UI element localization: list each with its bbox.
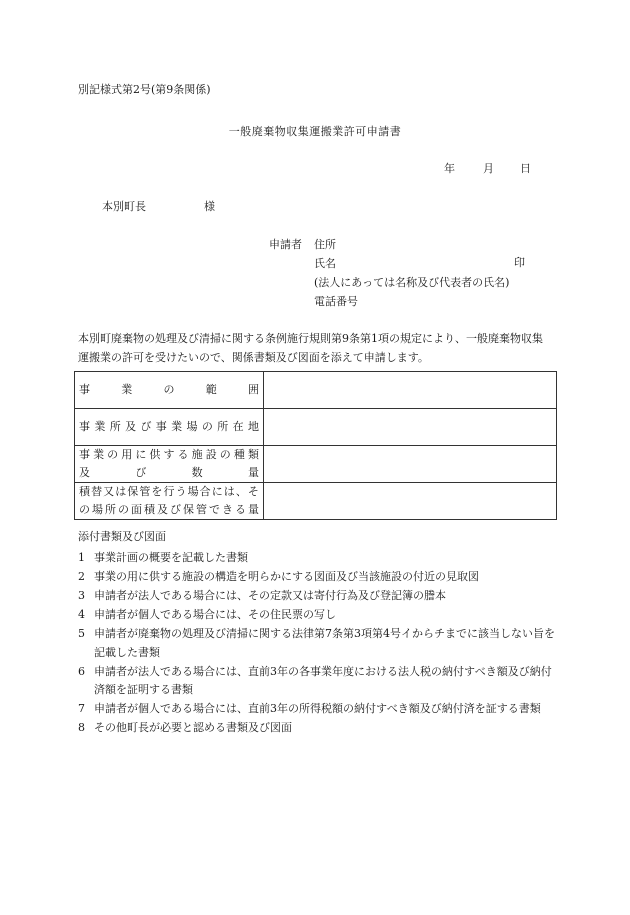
attachment-item: [78, 625, 556, 662]
addressee: [102, 200, 215, 213]
attachment-number: 2: [78, 570, 85, 583]
date-year-label: 年: [444, 162, 455, 175]
form-number: 別記様式第2号(第9条関係): [78, 83, 211, 96]
attachment-number: 5: [78, 627, 85, 640]
applicant-phone-label: 電話番号: [314, 295, 358, 308]
applicant-block: [314, 238, 509, 314]
applicant-label: 申請者: [269, 238, 302, 251]
attachment-item: [78, 549, 556, 568]
attachment-text: 申請者が個人である場合には、その住民票の写し: [94, 608, 336, 621]
attachment-number: 8: [78, 721, 85, 734]
attachment-item: [78, 663, 556, 700]
attachment-text: その他町長が必要と認める書類及び図面: [94, 721, 292, 734]
application-table: [74, 371, 557, 520]
attachment-number: 4: [78, 608, 85, 621]
document-title: 一般廃棄物収集運搬業許可申請書: [228, 125, 402, 138]
table-row-value[interactable]: [264, 446, 557, 483]
seal-mark: 印: [514, 256, 525, 269]
attachment-text: 申請者が法人である場合には、その定款又は寄付行為及び登記簿の謄本: [94, 589, 446, 602]
row-label-line: 事 業 の 用 に 供 す る 施 設 の 種 類: [79, 448, 259, 461]
table-row: [75, 409, 557, 446]
table-row-label: [75, 372, 264, 409]
date-line: [444, 162, 531, 175]
table-row: [75, 446, 557, 483]
attachment-item: [78, 568, 556, 587]
applicant-address-label: 住所: [314, 238, 336, 251]
attachment-number: 7: [78, 702, 85, 715]
table-row: [75, 483, 557, 520]
table-row-label: [75, 483, 264, 520]
table-row-label: [75, 446, 264, 483]
table-row-label: [75, 409, 264, 446]
table-row-value[interactable]: [264, 483, 557, 520]
attachment-number: 3: [78, 589, 85, 602]
attachment-number: 6: [78, 664, 85, 678]
row-label-line: 事 業 所 及 び 事 業 場 の 所 在 地: [79, 420, 259, 433]
row-label-line: の 場 所 の 面 積 及 び 保 管 で き る 量: [79, 503, 259, 516]
attachment-item: [78, 606, 556, 625]
attachments-heading: 添付書類及び図面: [78, 530, 166, 543]
table-row-value[interactable]: [264, 409, 557, 446]
date-month-label: 月: [483, 162, 494, 175]
attachment-text: 申請者が個人である場合には、直前3年の所得税額の納付すべき額及び納付済を証する書類: [94, 702, 541, 715]
attachments-list: [78, 549, 556, 738]
table-row-value[interactable]: [264, 372, 557, 409]
table-row: [75, 372, 557, 409]
attachment-text: 申請者が法人である場合には、直前3年の各事業年度における法人税の納付すべき額及び納付済額を証明する書類: [94, 664, 552, 696]
attachment-number: 1: [78, 551, 85, 564]
attachment-text: 事業計画の概要を記載した書類: [94, 551, 248, 564]
attachment-item: [78, 587, 556, 606]
date-day-label: 日: [520, 162, 531, 175]
attachment-text: 申請者が廃棄物の処理及び清掃に関する法律第7条第3項第4号イからチまでに該当しない旨を記載した書類: [94, 627, 555, 659]
attachment-item: [78, 719, 556, 738]
application-statement: 本別町廃棄物の処理及び清掃に関する条例施行規則第9条第1項の規定により、一般廃棄物収集運搬業の許可を受けたいので、関係書類及び図面を添えて申請します。: [78, 332, 543, 364]
row-label-line: 事 業 の 範 囲: [79, 383, 259, 396]
row-label-line: 及 び 数 量: [79, 466, 259, 479]
addressee-honorific: 様: [204, 200, 215, 213]
applicant-note: (法人にあっては名称及び代表者の氏名): [314, 276, 510, 289]
applicant-name-label: 氏名: [314, 257, 336, 270]
addressee-name: 本別町長: [102, 200, 146, 213]
row-label-line: 積 替 又 は 保 管 を 行 う 場 合 に は 、 そ: [79, 485, 259, 498]
attachment-item: [78, 700, 556, 719]
attachment-text: 事業の用に供する施設の構造を明らかにする図面及び当該施設の付近の見取図: [94, 570, 479, 583]
